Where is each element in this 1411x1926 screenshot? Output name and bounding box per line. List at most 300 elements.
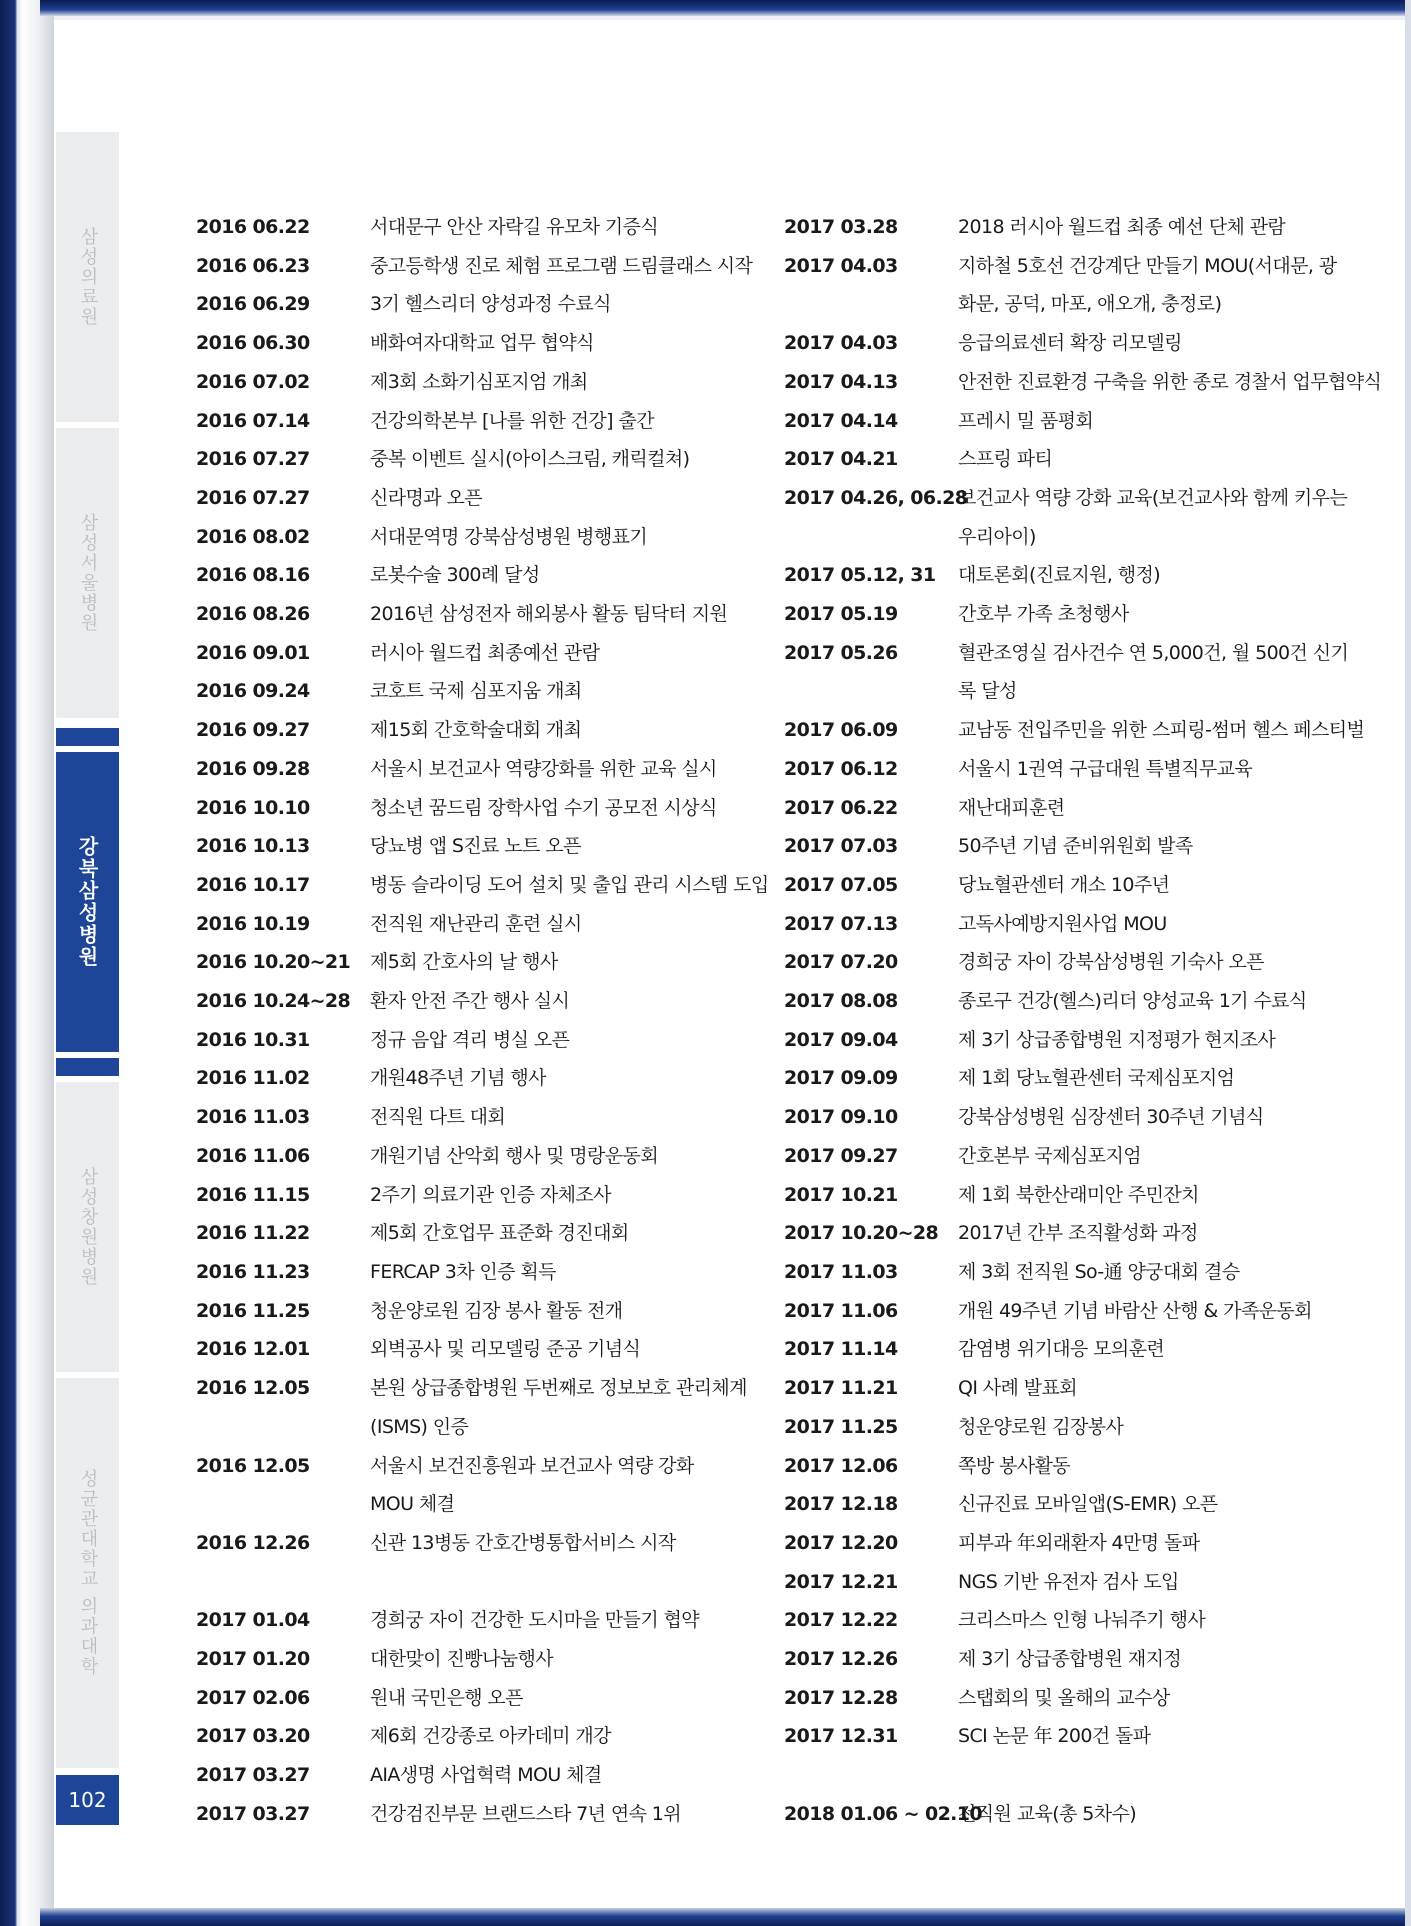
timeline-entry [196, 827, 769, 866]
book-bottom-edge [40, 1908, 1411, 1926]
entry-description-line: 전직원 재난관리 훈련 실시 [370, 912, 582, 935]
entry-date: 2017 12.06 [784, 1454, 898, 1477]
entry-description-line: 배화여자대학교 업무 협약식 [370, 332, 594, 355]
timeline-entry [784, 1253, 1381, 1292]
entry-date: 2016 07.27 [196, 448, 310, 471]
entry-description [958, 905, 1167, 944]
entry-date: 2016 10.24~28 [196, 990, 351, 1013]
timeline-entry [196, 1524, 769, 1601]
entry-description-line: 교남동 전입주민을 위한 스피링-썸머 헬스 페스티벌 [958, 719, 1365, 742]
entry-description-line: 제 1회 당뇨혈관센터 국제심포지엄 [958, 1067, 1235, 1090]
timeline-entry [196, 672, 769, 711]
timeline-entry [196, 1059, 769, 1098]
entry-description [370, 1369, 747, 1446]
entry-description [958, 1176, 1199, 1215]
timeline-entry [196, 1021, 769, 1060]
timeline-entry [784, 1795, 1381, 1834]
entry-date: 2016 09.28 [196, 757, 310, 780]
timeline-entry [784, 1137, 1381, 1176]
entry-date: 2017 04.13 [784, 370, 898, 393]
entry-date: 2016 11.23 [196, 1260, 310, 1283]
entry-description-line: 제 3회 전직원 So-通 양궁대회 결승 [958, 1260, 1240, 1283]
entry-description [370, 1176, 611, 1215]
entry-description [958, 866, 1169, 905]
entry-description-line: 병동 슬라이딩 도어 설치 및 출입 관리 시스템 도입 [370, 873, 769, 896]
timeline-entry [196, 1640, 769, 1679]
entry-description-line: 2017년 간부 조직활성화 과정 [958, 1222, 1198, 1245]
entry-date: 2017 01.20 [196, 1648, 310, 1670]
entry-date: 2016 09.24 [196, 680, 310, 703]
timeline-entry [196, 518, 769, 557]
entry-date: 2017 04.26, 06.28 [784, 486, 968, 509]
timeline-entry [196, 247, 769, 286]
entry-date: 2018 01.06 ~ 02.10 [784, 1802, 983, 1825]
entry-description-line: 신라명과 오픈 [370, 486, 482, 509]
timeline-entry [196, 1098, 769, 1137]
book-top-edge [40, 0, 1411, 16]
entry-description [370, 866, 769, 905]
entry-description-line: 개원48주년 기념 행사 [370, 1067, 546, 1090]
entry-description [370, 402, 654, 441]
entry-date: 2016 08.02 [196, 525, 310, 548]
entry-description-line: 록 달성 [958, 680, 1017, 703]
entry-description-line: 전직원 교육(총 5차수) [958, 1802, 1137, 1825]
timeline-entry [784, 1717, 1381, 1794]
entry-description [958, 1330, 1164, 1369]
timeline-entry [196, 750, 769, 789]
entry-description-line: 간호본부 국제심포지엄 [958, 1144, 1141, 1167]
entry-description [370, 827, 581, 866]
entry-description [958, 711, 1364, 750]
entry-description [958, 1563, 1179, 1602]
entry-date: 2017 03.20 [196, 1725, 310, 1748]
entry-description-line: 코호트 국제 심포지움 개최 [370, 680, 582, 703]
entry-date: 2017 12.31 [784, 1725, 898, 1748]
entry-description-line: 2주기 의료기관 인증 자체조사 [370, 1183, 611, 1206]
timeline-entry [196, 556, 769, 595]
entry-date: 2016 11.22 [196, 1222, 310, 1245]
entry-date: 2017 07.05 [784, 873, 898, 896]
entry-description-line: 서울시 보건진흥원과 보건교사 역량 강화 [370, 1454, 694, 1477]
entry-description [958, 1369, 1077, 1408]
entry-description [958, 440, 1052, 479]
entry-description-line: 대토론회(진료지원, 행정) [958, 564, 1161, 587]
entry-description [370, 208, 658, 247]
entry-description-line: 경희궁 자이 강북삼성병원 기숙사 오픈 [958, 951, 1264, 974]
entry-date: 2017 11.03 [784, 1260, 898, 1283]
timeline-entry [196, 1292, 769, 1331]
sidebar-tab-samsung-seoul-hospital[interactable] [56, 428, 119, 718]
entry-description-line: 중고등학생 진로 체험 프로그램 드림클래스 시작 [370, 254, 753, 277]
entry-description-line: 전직원 다트 대회 [370, 1106, 506, 1129]
entry-description-line: 스탭회의 및 올해의 교수상 [958, 1686, 1170, 1709]
timeline-entry [784, 1524, 1381, 1563]
entry-date: 2017 04.03 [784, 254, 898, 277]
timeline-entry [196, 402, 769, 441]
entry-description-line: 응급의료센터 확장 리모델링 [958, 332, 1182, 355]
entry-date: 2017 05.19 [784, 603, 898, 626]
timeline-entry [784, 208, 1381, 247]
entry-description [370, 905, 582, 944]
timeline-entry [196, 789, 769, 828]
entry-description-line: 제5회 간호업무 표준화 경진대회 [370, 1222, 629, 1245]
entry-date: 2016 11.02 [196, 1067, 310, 1090]
entry-date: 2016 09.27 [196, 719, 310, 742]
entry-date: 2017 10.21 [784, 1183, 898, 1206]
entry-date: 2016 09.01 [196, 641, 310, 664]
entry-date: 2017 06.22 [784, 796, 898, 819]
entry-description [370, 556, 540, 595]
entry-description-line: 서대문구 안산 자락길 유모차 기증식 [370, 216, 659, 238]
entry-description-line: 신규진료 모바일앱(S-EMR) 오픈 [958, 1493, 1218, 1516]
entry-date: 2017 11.14 [784, 1338, 898, 1361]
timeline-entry [196, 479, 769, 518]
entry-date: 2017 04.03 [784, 332, 898, 355]
entry-date: 2017 07.20 [784, 951, 898, 974]
entry-description [958, 1717, 1151, 1794]
timeline-entry [196, 982, 769, 1021]
entry-date: 2016 07.02 [196, 370, 310, 393]
timeline-entry [784, 1369, 1381, 1408]
timeline-entry [196, 1756, 769, 1795]
entry-date: 2017 12.28 [784, 1686, 898, 1709]
entry-description-line [958, 1756, 1151, 1795]
entry-description [958, 1292, 1312, 1331]
entry-description-line: 당뇨병 앱 S진료 노트 오픈 [370, 835, 581, 858]
entry-description-line: (ISMS) 인증 [370, 1415, 469, 1438]
entry-date: 2017 12.26 [784, 1648, 898, 1671]
entry-description [958, 1059, 1234, 1098]
entry-description-line: 원내 국민은행 오픈 [370, 1686, 523, 1709]
entry-description [370, 1640, 553, 1679]
entry-date: 2017 05.26 [784, 641, 898, 664]
entry-description [958, 1214, 1198, 1253]
entry-description [958, 1524, 1200, 1563]
timeline-entry [784, 982, 1381, 1021]
timeline-entry [196, 324, 769, 363]
entry-description-line: 신관 13병동 간호간병통합서비스 시작 [370, 1531, 676, 1554]
entry-description [370, 711, 581, 750]
timeline-entry [784, 866, 1381, 905]
entry-date: 2016 10.20~21 [196, 951, 351, 974]
entry-description [958, 1601, 1205, 1640]
entry-description-line: 50주년 기념 준비위원회 발족 [958, 835, 1193, 858]
timeline-entry [784, 595, 1381, 634]
entry-description-line: 혈관조영실 검사건수 연 5,000건, 월 500건 신기 [958, 641, 1349, 664]
sidebar-tab-label: 삼성창원병원 [77, 1167, 99, 1287]
entry-description-line: 쪽방 봉사활동 [958, 1454, 1070, 1477]
timeline-entry [196, 440, 769, 479]
entry-description [370, 1292, 623, 1331]
timeline-entry [196, 1447, 769, 1524]
entry-description [958, 1021, 1275, 1060]
entry-date: 2017 03.27 [196, 1802, 310, 1825]
timeline-entry [784, 1059, 1381, 1098]
entry-date: 2017 10.20~28 [784, 1222, 939, 1245]
entry-description-line: 경희궁 자이 건강한 도시마을 만들기 협약 [370, 1609, 700, 1632]
entry-date: 2017 11.21 [784, 1377, 898, 1400]
entry-description-line: 강북삼성병원 심장센터 30주년 기념식 [958, 1106, 1264, 1129]
entry-description [958, 634, 1348, 711]
entry-date: 2016 06.22 [196, 216, 310, 238]
entry-description-line [370, 1563, 676, 1602]
entry-description-line: 개원 49주년 기념 바람산 산행 & 가족운동회 [958, 1299, 1312, 1322]
entry-description [370, 634, 599, 673]
timeline-entry [196, 943, 769, 982]
book-spine-edge [0, 0, 54, 1926]
timeline-entry [784, 1021, 1381, 1060]
entry-description-line: 재난대피훈련 [958, 796, 1065, 819]
entry-description-line: 당뇨혈관센터 개소 10주년 [958, 873, 1170, 896]
timeline-entry [784, 363, 1381, 402]
entry-description-line: FERCAP 3차 인증 획득 [370, 1260, 556, 1283]
entry-date: 2017 03.27 [196, 1764, 310, 1787]
timeline-entry [784, 789, 1381, 828]
timeline-entry [196, 363, 769, 402]
entry-date: 2017 09.10 [784, 1106, 898, 1129]
entry-description [370, 363, 588, 402]
entry-description-line: QI 사례 발표회 [958, 1377, 1078, 1400]
timeline-entry [196, 1717, 769, 1756]
entry-description [370, 1253, 556, 1292]
entry-description [958, 1447, 1070, 1486]
entry-description-line: 청소년 꿈드림 장학사업 수기 공모전 시상식 [370, 796, 717, 819]
entry-description-line: 제 3기 상급종합병원 지정평가 현지조사 [958, 1028, 1276, 1051]
timeline-entry [784, 324, 1381, 363]
entry-description [958, 789, 1065, 828]
entry-description [958, 827, 1193, 866]
entry-description [370, 1137, 658, 1176]
timeline-column-right [784, 208, 1381, 1834]
entry-description [958, 943, 1264, 982]
entry-description [958, 1137, 1141, 1176]
section-sidebar [56, 132, 119, 1825]
entry-description-line: 2016년 삼성전자 해외봉사 활동 팀닥터 지원 [370, 603, 728, 626]
entry-description-line: 간호부 가족 초청행사 [958, 603, 1129, 626]
entry-description [958, 1485, 1218, 1524]
entry-description-line: 감염병 위기대응 모의훈련 [958, 1338, 1165, 1361]
entry-date: 2017 09.27 [784, 1144, 898, 1167]
timeline-entry [784, 1679, 1381, 1718]
timeline-entry [784, 634, 1381, 711]
entry-description [370, 247, 752, 286]
timeline-entry [196, 1176, 769, 1215]
entry-description [370, 479, 482, 518]
entry-date: 2017 02.06 [196, 1686, 310, 1709]
entry-description [958, 363, 1381, 402]
entry-description [370, 982, 569, 1021]
entry-description-line: 서울시 보건교사 역량강화를 위한 교육 실시 [370, 757, 717, 780]
entry-date: 2017 06.12 [784, 757, 898, 780]
entry-date: 2016 12.05 [196, 1377, 310, 1400]
entry-date: 2017 09.09 [784, 1067, 898, 1090]
entry-description [958, 208, 1285, 247]
entry-description [958, 982, 1307, 1021]
entry-description [370, 1214, 629, 1253]
entry-date: 2017 08.08 [784, 990, 898, 1013]
entry-date: 2016 10.31 [196, 1028, 310, 1051]
timeline-entry [196, 1679, 769, 1718]
entry-description-line: 서대문역명 강북삼성병원 병행표기 [370, 525, 648, 548]
entry-date: 2016 07.27 [196, 486, 310, 509]
entry-description-line: SCI 논문 年 200건 돌파 [958, 1725, 1151, 1748]
entry-date: 2017 05.12, 31 [784, 564, 936, 587]
entry-date: 2016 06.29 [196, 293, 310, 316]
entry-description-line: AIA생명 사업혁력 MOU 체결 [370, 1764, 602, 1787]
timeline-entry [784, 1176, 1381, 1215]
entry-date: 2017 03.28 [784, 216, 898, 238]
timeline-entry [784, 1292, 1381, 1331]
timeline-entry [784, 943, 1381, 982]
entry-date: 2016 10.17 [196, 873, 310, 896]
entry-description [958, 1098, 1264, 1137]
entry-description-line: 대한맞이 진빵나눔행사 [370, 1648, 553, 1670]
entry-date: 2016 06.23 [196, 254, 310, 277]
entry-date: 2017 01.04 [196, 1609, 310, 1632]
timeline-entry [784, 750, 1381, 789]
timeline-entry [784, 1330, 1381, 1369]
entry-description-line: 제5회 간호사의 날 행사 [370, 951, 558, 974]
sidebar-tab-label: 강북삼성병원 [75, 836, 99, 968]
sidebar-tab-label: 삼성의료원 [77, 227, 99, 327]
entry-description [370, 789, 717, 828]
active-tab-bar-bottom [56, 1058, 119, 1076]
entry-description-line: 러시아 월드컵 최종예선 관람 [370, 641, 600, 664]
sidebar-tab-label: 삼성서울병원 [77, 513, 99, 633]
timeline-entry [196, 634, 769, 673]
entry-description [958, 595, 1129, 634]
entry-description [370, 324, 594, 363]
timeline-entry [196, 285, 769, 324]
entry-description [370, 943, 558, 982]
entry-description-line: 제 1회 북한산래미안 주민잔치 [958, 1183, 1199, 1206]
entry-description-line: 건강의학본부 [나를 위한 건강] 출간 [370, 409, 654, 432]
timeline-entry [196, 1214, 769, 1253]
entry-description [958, 1795, 1136, 1834]
timeline-entry [784, 1214, 1381, 1253]
entry-date: 2016 10.13 [196, 835, 310, 858]
entry-description [370, 440, 689, 479]
timeline-entry [784, 1601, 1381, 1640]
entry-description-line: 정규 음압 격리 병실 오픈 [370, 1028, 570, 1051]
entry-description-line: 스프링 파티 [958, 448, 1053, 471]
entry-description-line: 건강검진부문 브랜드스타 7년 연속 1위 [370, 1802, 682, 1825]
timeline-entry [196, 711, 769, 750]
timeline-entry [196, 905, 769, 944]
entry-description-line: 서울시 1권역 구급대원 특별직무교육 [958, 757, 1253, 780]
entry-description [958, 402, 1093, 441]
entry-description-line: 피부과 年외래환자 4만명 돌파 [958, 1531, 1200, 1554]
entry-date: 2017 12.20 [784, 1531, 898, 1554]
entry-description-line: 종로구 건강(헬스)리더 양성교육 1기 수료식 [958, 990, 1307, 1013]
entry-date: 2017 12.18 [784, 1493, 898, 1516]
timeline-entry [196, 1795, 769, 1834]
book-right-edge [1405, 0, 1411, 1926]
entry-date: 2016 07.14 [196, 409, 310, 432]
entry-description [370, 1756, 602, 1795]
entry-date: 2016 11.25 [196, 1299, 310, 1322]
entry-description-line: 본원 상급종합병원 두번째로 정보보호 관리체계 [370, 1377, 747, 1400]
timeline-entry [784, 1640, 1381, 1679]
entry-description-line: 제3회 소화기심포지엄 개최 [370, 370, 588, 393]
entry-date: 2017 07.13 [784, 912, 898, 935]
entry-date: 2016 11.06 [196, 1144, 310, 1167]
entry-date: 2016 06.30 [196, 332, 310, 355]
timeline-entry [784, 1447, 1381, 1486]
timeline-entry [196, 1253, 769, 1292]
timeline-entry [784, 479, 1381, 556]
timeline-entry [196, 595, 769, 634]
entry-description [958, 1253, 1239, 1292]
entry-description [958, 324, 1182, 363]
entry-date: 2016 11.03 [196, 1106, 310, 1129]
entry-description-line: 고독사예방지원사업 MOU [958, 912, 1167, 935]
entry-description [370, 595, 727, 634]
entry-date: 2017 12.22 [784, 1609, 898, 1632]
entry-description-line: 로봇수술 300례 달성 [370, 564, 540, 587]
entry-description [370, 1717, 611, 1756]
entry-description-line: 개원기념 산악회 행사 및 명랑운동회 [370, 1144, 659, 1167]
entry-description [370, 1447, 694, 1524]
timeline-column-left [196, 208, 769, 1834]
entry-date: 2017 06.09 [784, 719, 898, 742]
entry-description-line: 환자 안전 주간 행사 실시 [370, 990, 570, 1013]
timeline-entry [784, 1485, 1381, 1524]
timeline-entry [196, 1601, 769, 1640]
sidebar-tab-kangbuk-samsung-hospital[interactable] [56, 752, 119, 1052]
entry-description-line: 청운양로원 김장 봉사 활동 전개 [370, 1299, 623, 1322]
entry-date: 2016 08.16 [196, 564, 310, 587]
timeline-entry [784, 1408, 1381, 1447]
entry-date: 2016 08.26 [196, 603, 310, 626]
sidebar-tab-label: 성균관대학교 의과대학 [77, 1469, 99, 1677]
entry-date: 2016 10.10 [196, 796, 310, 819]
entry-description [370, 1524, 676, 1601]
entry-description [370, 1679, 523, 1718]
entry-description [958, 1408, 1123, 1447]
entry-description-line: 프레시 밀 품평회 [958, 409, 1094, 432]
timeline-entry [196, 866, 769, 905]
entry-description-line: 우리아이) [958, 525, 1036, 548]
timeline-entry [784, 1098, 1381, 1137]
entry-description [958, 1679, 1170, 1718]
timeline-entry [784, 402, 1381, 441]
timeline-entry [784, 1563, 1381, 1602]
entry-description [370, 518, 647, 557]
timeline-entry [784, 827, 1381, 866]
sidebar-tab-skku-medicine[interactable] [56, 1378, 119, 1768]
timeline-entry [784, 440, 1381, 479]
entry-description-line: 2018 러시아 월드컵 최종 예선 단체 관람 [958, 216, 1286, 238]
entry-description-line: 화문, 공덕, 마포, 애오개, 충정로) [958, 293, 1222, 316]
entry-description [370, 672, 582, 711]
sidebar-tab-samsung-changwon-hospital[interactable] [56, 1082, 119, 1372]
entry-description-line: 지하철 5호선 건강계단 만들기 MOU(서대문, 광 [958, 254, 1337, 277]
entry-description-line: 보건교사 역량 강화 교육(보건교사와 함께 키우는 [958, 486, 1348, 509]
timeline-entry [196, 208, 769, 247]
entry-description-line: 제 3기 상급종합병원 재지정 [958, 1648, 1182, 1671]
sidebar-tab-samsung-medical-center[interactable] [56, 132, 119, 422]
entry-description [958, 1640, 1181, 1679]
entry-description-line: 제6회 건강종로 아카데미 개강 [370, 1725, 611, 1748]
entry-date: 2017 07.03 [784, 835, 898, 858]
entry-date: 2016 12.05 [196, 1454, 310, 1477]
entry-description-line: 크리스마스 인형 나눠주기 행사 [958, 1609, 1206, 1632]
entry-description [370, 1330, 640, 1369]
entry-description [370, 1795, 681, 1834]
entry-description [370, 1601, 699, 1640]
timeline-entry [784, 905, 1381, 944]
